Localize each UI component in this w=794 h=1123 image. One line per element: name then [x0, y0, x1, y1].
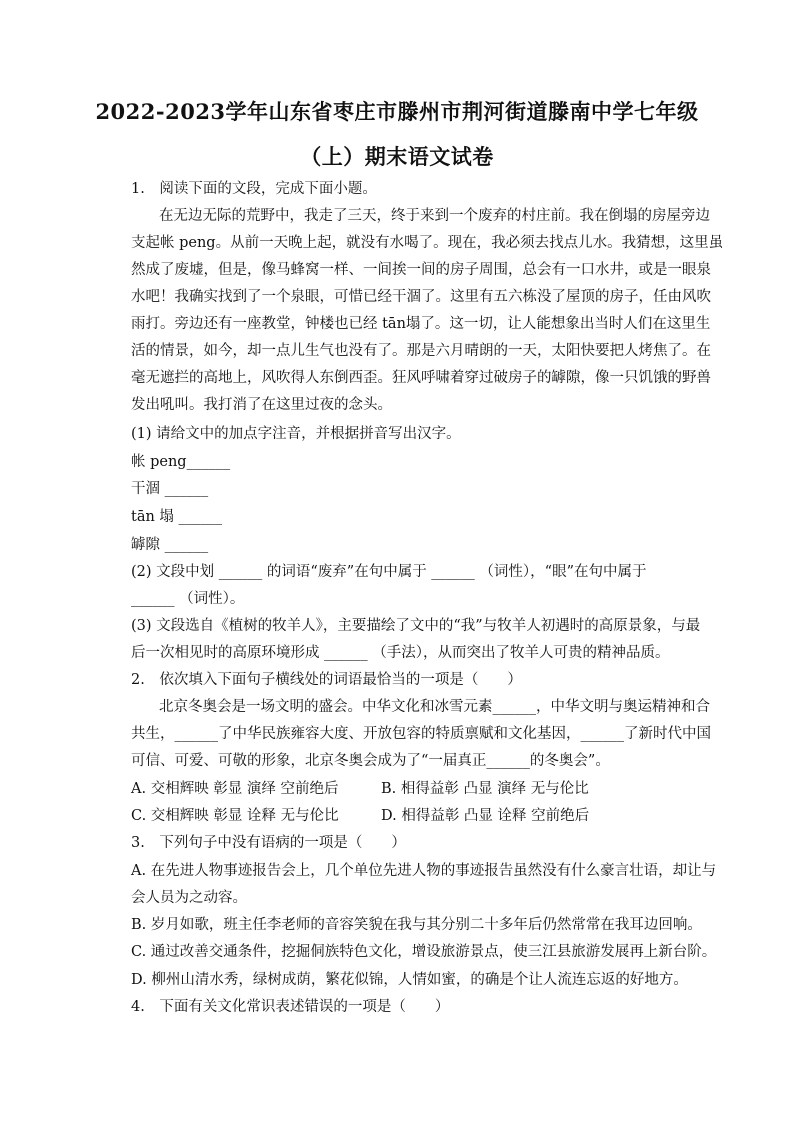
q1-blank: 干涸 ______	[131, 481, 209, 497]
q1-passage-line: 然成了废墟，但是，像马蜂窝一样、一间挨一间的房子周围，总会有一口水井，或是一眼泉	[131, 262, 711, 278]
q2-passage-line: 共生，______了中华民族雍容大度、开放包容的特质禀赋和文化基因，______了新时代中国	[131, 726, 711, 742]
q1-blank: tān 塌 ______	[131, 509, 223, 525]
q3-option-b: B. 岁月如歌，班主任李老师的音容笑貌在我与其分别二十多年后仍然常常在我耳边回响。	[131, 917, 702, 933]
q1-sub3-cont: 后一次相见时的高原环境形成 ______ （手法），从而突出了牧羊人可贵的精神品质。	[131, 645, 670, 661]
q1-sub1: (1) 请给文中的加点字注音，并根据拼音写出汉字。	[131, 426, 461, 442]
q1-passage-line: 水吧！我确实找到了一个泉眼，可惜已经干涸了。这里有五六栋没了屋顶的房子，任由风吹	[131, 289, 711, 305]
q3-stem: 3. 下列句子中没有语病的一项是（ ）	[131, 835, 406, 851]
q4-stem: 4. 下面有关文化常识表述错误的一项是（ ）	[131, 999, 450, 1015]
q2-option-a: A. 交相辉映 彰显 演绎 空前绝后	[131, 781, 339, 797]
q2-stem: 2. 依次填入下面句子横线处的词语最恰当的一项是（ ）	[131, 672, 522, 688]
q1-passage-line: 发出吼叫。我打消了在这里过夜的念头。	[131, 397, 392, 413]
q3-option-d: D. 柳州山清水秀，绿树成荫，繁花似锦，人情如蜜，的确是个让人流连忘返的好地方。	[131, 972, 688, 988]
q1-blank: 罅隙 ______	[131, 537, 209, 553]
q1-sub2: (2) 文段中划 ______ 的词语“废弃”在句中属于 ______ （词性），“眼”在句中属于	[131, 564, 647, 580]
q2-option-d: D. 相得益彰 凸显 诠释 空前绝后	[381, 808, 590, 824]
exam-title-line2: （上）期末语文试卷	[300, 144, 494, 169]
q1-passage-line: 在无边无际的荒野中，我走了三天，终于来到一个废弃的村庄前。我在倒塌的房屋旁边	[159, 208, 710, 224]
q1-passage-line: 毫无遮拦的高地上，风吹得人东倒西歪。狂风呼啸着穿过破房子的罅隙，像一只饥饿的野兽	[131, 370, 711, 386]
q1-passage-line: 活的情景，如今，却一点儿生气也没有了。那是六月晴朗的一天，太阳快要把人烤焦了。在	[131, 343, 711, 359]
q3-option-c: C. 通过改善交通条件，挖掘侗族特色文化，增设旅游景点，使三江县旅游发展再上新台阶。	[131, 944, 717, 960]
q1-passage-line: 支起帐 peng。从前一天晚上起，就没有水喝了。现在，我必须去找点儿水。我猜想，这里虽	[131, 235, 724, 251]
q2-option-c: C. 交相辉映 彰显 诠释 无与伦比	[131, 808, 339, 824]
q3-option-a-cont: 会人员为之动容。	[131, 890, 247, 906]
q1-passage-line: 雨打。旁边还有一座教堂，钟楼也已经 tān塌了。这一切，让人能想象出当时人们在这里生	[131, 316, 711, 332]
q2-passage-line: 可信、可爱、可敬的形象，北京冬奥会成为了“一届真正______的冬奥会”。	[131, 753, 610, 769]
q1-sub3: (3) 文段选自《植树的牧羊人》，主要描绘了文中的“我”与牧羊人初遇时的高原景象，与最	[131, 618, 701, 634]
q1-blank: 帐 peng______	[131, 454, 231, 470]
q1-sub2-cont: ______ （词性）。	[131, 591, 245, 607]
q2-option-b: B. 相得益彰 凸显 演绎 无与伦比	[381, 781, 589, 797]
q3-option-a: A. 在先进人物事迹报告会上，几个单位先进人物的事迹报告虽然没有什么豪言壮语，却让与	[131, 863, 717, 879]
exam-title-line1: 2022-2023学年山东省枣庄市滕州市荆河街道滕南中学七年级	[95, 99, 699, 124]
q1-stem: 1. 阅读下面的文段，完成下面小题。	[131, 181, 377, 197]
q2-passage-line: 北京冬奥会是一场文明的盛会。中华文化和冰雪元素______，中华文明与奥运精神和合	[159, 699, 710, 715]
